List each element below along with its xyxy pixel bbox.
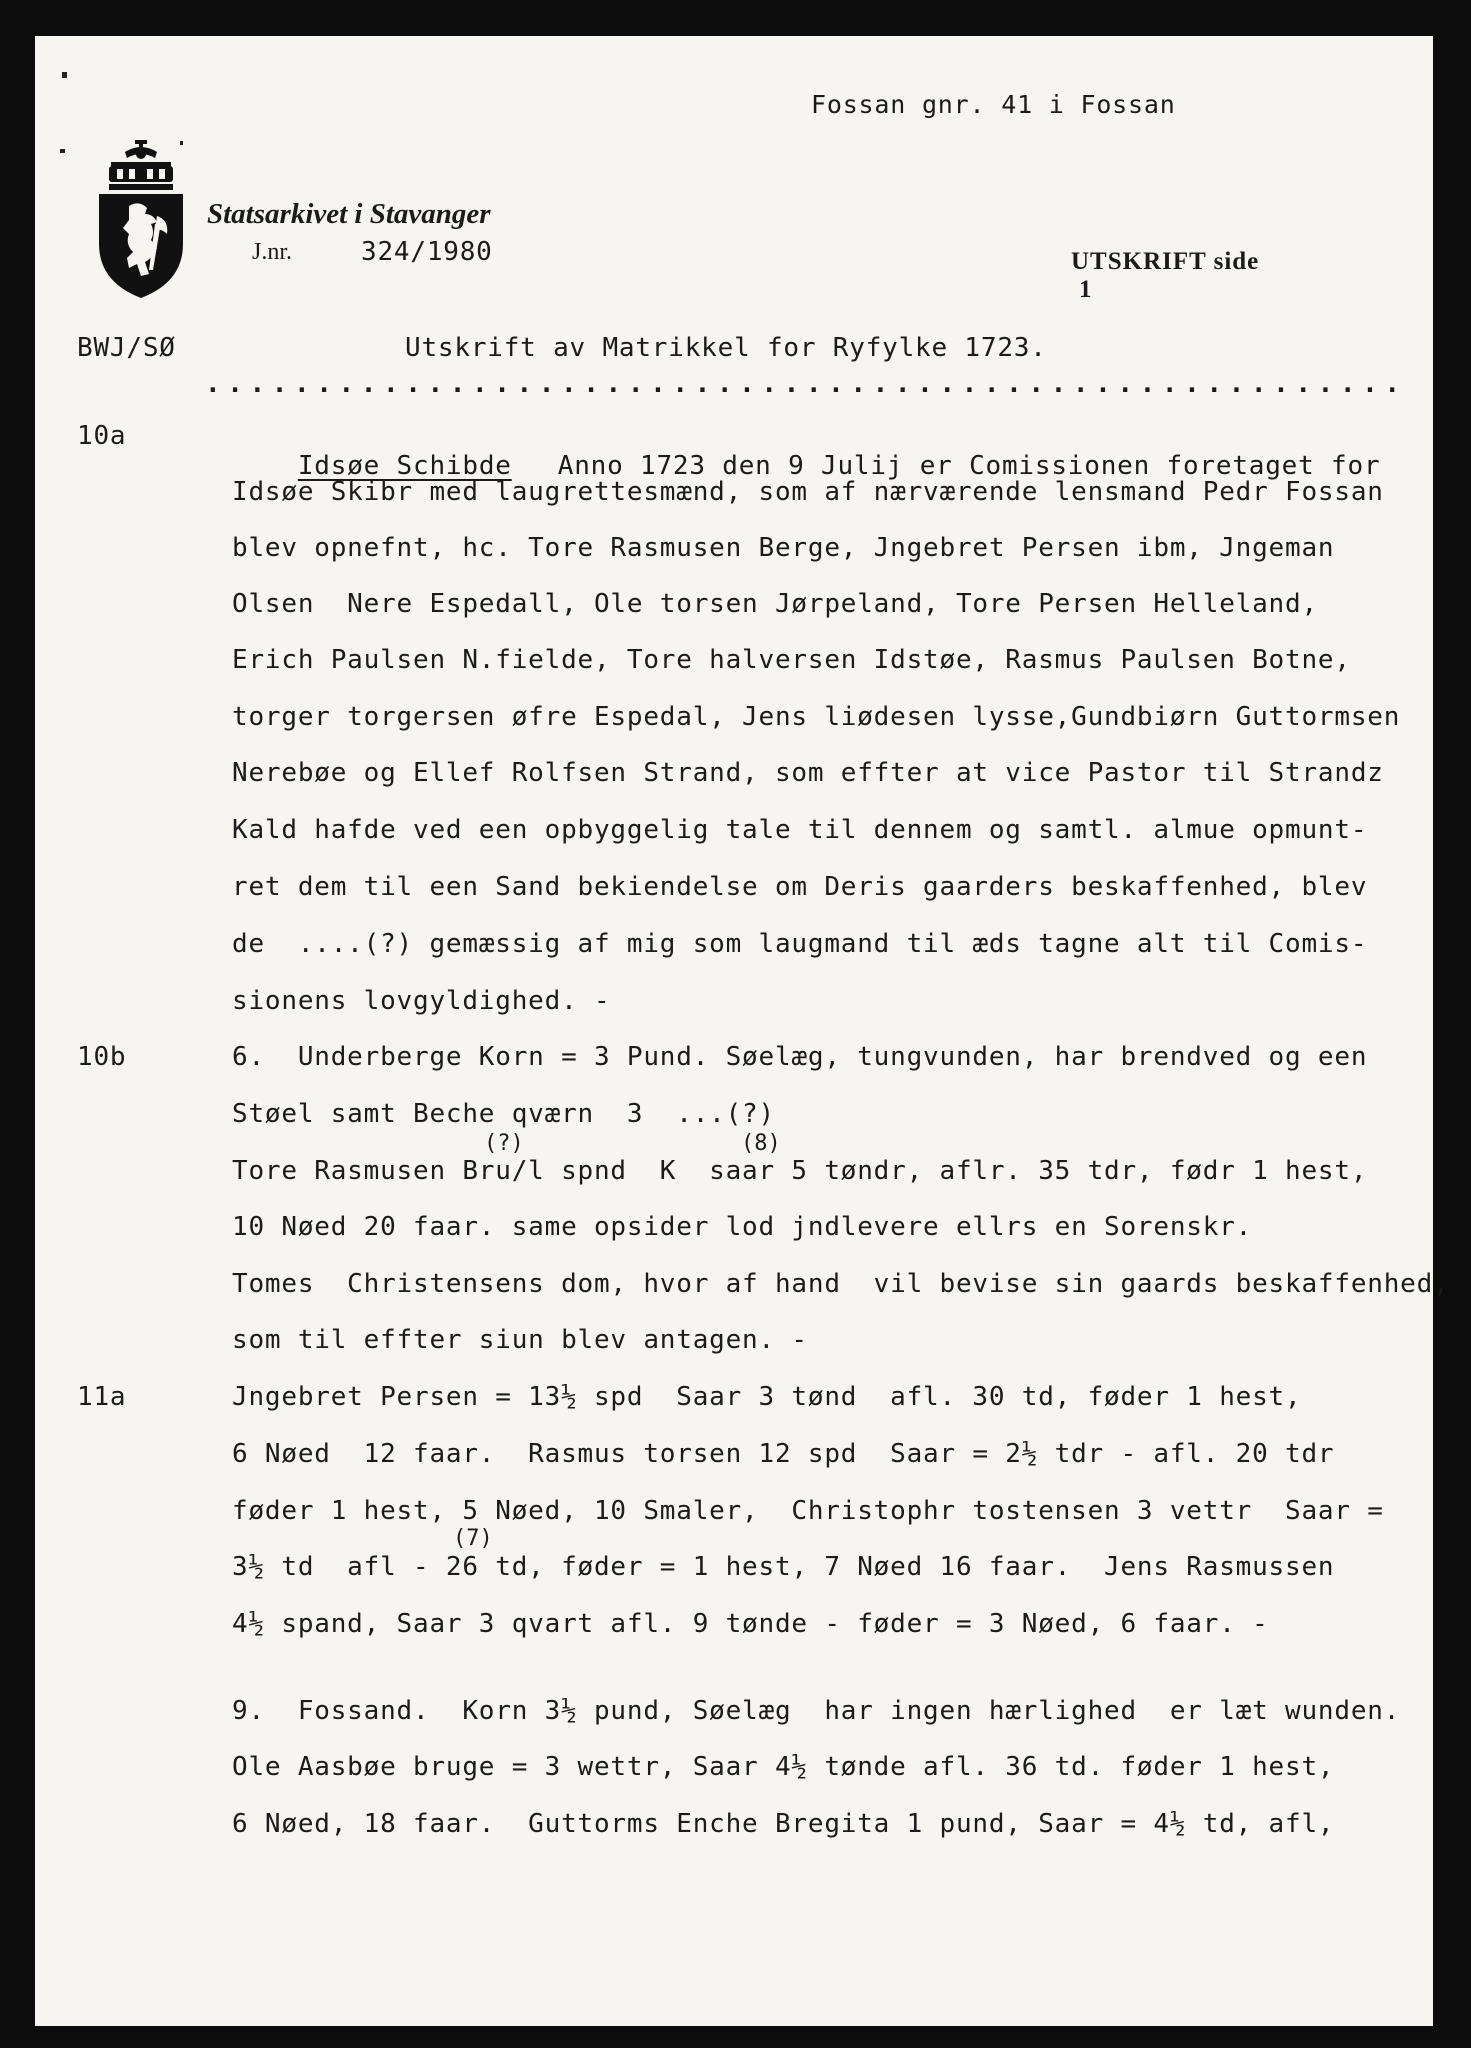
text-line: 4½ spand, Saar 3 qvart afl. 9 tønde - føder = 3 Nøed, 6 faar. - — [232, 1609, 1269, 1639]
margin-label-10a: 10a — [77, 421, 127, 451]
annotation-question: (?) — [484, 1131, 524, 1156]
text-line: 10 Nøed 20 faar. same opsider lod jndlevere ellrs en Sorenskr. — [232, 1212, 1253, 1242]
text-line: Erich Paulsen N.fielde, Tore halversen Idstøe, Rasmus Paulsen Botne, — [232, 645, 1351, 675]
annotation-seven: (7) — [453, 1526, 493, 1551]
section-heading: Idsøe Schibde — [297, 451, 512, 481]
speck — [62, 72, 67, 78]
utskrift-label — [1042, 220, 1259, 332]
text-line: Støel samt Beche qværn 3 ...(?) — [232, 1099, 775, 1129]
margin-label-11a: 11a — [77, 1382, 127, 1412]
text-line: 6 Nøed, 18 faar. Guttorms Enche Bregita 1 pund, Saar = 4½ td, afl, — [232, 1809, 1335, 1839]
text-line: føder 1 hest, 5 Nøed, 10 Smaler, Christophr tostensen 3 vettr Saar = — [232, 1496, 1384, 1526]
text-line: de ....(?) gemæssig af mig som laugmand til æds tagne alt til Comis- — [232, 929, 1368, 959]
utskrift-text: UTSKRIFT side — [1071, 248, 1260, 275]
dotted-separator: ...................................................... — [205, 369, 1407, 399]
first-line-rest: Anno 1723 den 9 Julij er Comissionen foretaget for — [557, 451, 1381, 481]
document-page — [35, 36, 1450, 2026]
initials: BWJ/SØ — [77, 333, 176, 363]
institution-name: Statsarkivet i Stavanger — [207, 198, 491, 230]
jnr-label: J.nr. — [252, 239, 293, 265]
text-line: Tomes Christensens dom, hvor af hand vil bevise sin gaards beskaffenhed, — [232, 1269, 1450, 1299]
text-line: Jngebret Persen = 13½ spd Saar 3 tønd afl. 30 td, føder 1 hest, — [232, 1382, 1302, 1412]
text-line: 6 Nøed 12 faar. Rasmus torsen 12 spd Saar = 2½ tdr - afl. 20 tdr — [232, 1439, 1335, 1469]
text-line: ret dem til een Sand bekiendelse om Deris gaarders beskaffenhed, blev — [232, 872, 1368, 902]
text-line: 3½ td afl - 26 td, føder = 1 hest, 7 Nøed 16 faar. Jens Rasmussen — [232, 1552, 1335, 1582]
utskrift-page: 1 — [1079, 276, 1093, 303]
speck — [60, 149, 65, 153]
text-line: Idsøe Skibr med laugrettesmænd, som af nærværende lensmand Pedr Fossan — [232, 477, 1384, 507]
text-line: Nerebøe og Ellef Rolfsen Strand, som effter at vice Pastor til Strandz — [232, 758, 1384, 788]
jnr-value: 324/1980 — [361, 237, 493, 267]
text-line: torger torgersen øfre Espedal, Jens liødesen lysse,Gundbiørn Guttormsen — [232, 702, 1401, 732]
norwegian-coat-of-arms-icon — [95, 140, 187, 300]
text-line: Olsen Nere Espedall, Ole torsen Jørpeland, Tore Persen Helleland, — [232, 589, 1318, 619]
text-line: sionens lovgyldighed. - — [232, 986, 611, 1016]
text-line: Tore Rasmusen Bru/l spnd K saar 5 tøndr, aflr. 35 tdr, fødr 1 hest, — [232, 1156, 1368, 1186]
annotation-eight: (8) — [741, 1131, 781, 1156]
document-title: Utskrift av Matrikkel for Ryfylke 1723. — [405, 333, 1047, 363]
margin-label-10b: 10b — [77, 1042, 127, 1072]
text-line: blev opnefnt, hc. Tore Rasmusen Berge, Jngebret Persen ibm, Jngeman — [232, 533, 1335, 563]
location-title: Fossan gnr. 41 i Fossan — [811, 90, 1176, 119]
text-line: Kald hafde ved een opbyggelig tale til dennem og samtl. almue opmunt- — [232, 815, 1368, 845]
text-line: 9. Fossand. Korn 3½ pund, Søelæg har ingen hærlighed er læt wunden. — [232, 1696, 1401, 1726]
text-line: Ole Aasbøe bruge = 3 wettr, Saar 4½ tønde afl. 36 td. føder 1 hest, — [232, 1752, 1335, 1782]
text-line: som til effter siun blev antagen. - — [232, 1325, 808, 1355]
text-line: 6. Underberge Korn = 3 Pund. Søelæg, tungvunden, har brendved og een — [232, 1042, 1368, 1072]
